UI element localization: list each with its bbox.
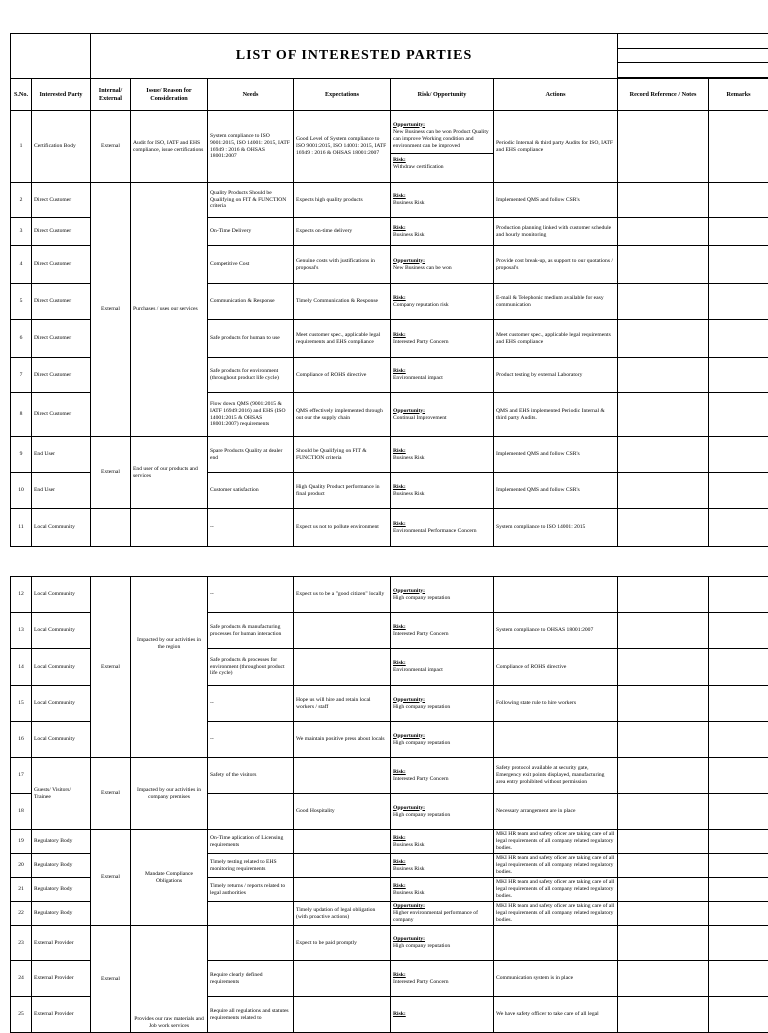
remarks — [709, 358, 768, 393]
row-number: 24 — [11, 961, 32, 997]
header-sno: S.No. — [11, 79, 32, 111]
needs: Safety of the visitors — [208, 758, 294, 794]
record-reference — [618, 902, 709, 926]
interested-party: External Provider — [32, 961, 91, 997]
interested-party: Direct Customer — [32, 218, 91, 246]
ro-label: Risk: — [393, 484, 406, 490]
record-reference — [618, 246, 709, 284]
interested-party: Local Community — [32, 577, 91, 613]
ro-text: Environmental impact — [393, 375, 443, 381]
needs: Require all regulations and statutes requirements related to — [208, 997, 294, 1033]
ro-text: Continual Improvement — [393, 415, 447, 421]
ro-text: High company reputation — [393, 740, 450, 746]
ro-text: Business Risk — [393, 842, 425, 848]
actions: MKI HR team and safety oficer are taking care of all legal requirements of all company related regulatory bodies. — [494, 878, 618, 902]
row-number: 14 — [11, 649, 32, 686]
risk-opportunity — [391, 997, 494, 1033]
table-row — [11, 509, 768, 547]
remarks — [709, 183, 768, 218]
risk-opportunity — [391, 183, 494, 218]
record-reference — [618, 284, 709, 320]
expectations: We maintain positive press about locals — [294, 722, 391, 758]
ro-text: Interested Party Concern — [393, 631, 449, 637]
row-number: 9 — [11, 437, 32, 473]
actions: We have safety officer to take care of all legal — [494, 997, 618, 1033]
actions: Production planning linked with customer schedule and hourly monitoring — [494, 218, 618, 246]
needs — [208, 926, 294, 961]
expectations — [294, 649, 391, 686]
ro-label: Opportunity: — [393, 936, 425, 942]
expectations — [294, 878, 391, 902]
actions: System compliance to ISO 14001: 2015 — [494, 509, 618, 547]
risk-opportunity — [391, 686, 494, 722]
header-needs: Needs — [208, 79, 294, 111]
record-reference — [618, 393, 709, 437]
actions: Compliance of ROHS directive — [494, 649, 618, 686]
table-row — [11, 111, 768, 183]
remarks — [709, 218, 768, 246]
expectations: Timely Communication & Response — [294, 284, 391, 320]
header-remarks: Remarks — [709, 79, 768, 111]
interested-party: Regulatory Body — [32, 830, 91, 854]
remarks — [709, 577, 768, 613]
row-number: 2 — [11, 183, 32, 218]
expectations: Meet customer spec., applicable legal requirements and EHS compliance — [294, 320, 391, 358]
actions — [494, 722, 618, 758]
risk-opportunity — [391, 473, 494, 509]
interested-party: Direct Customer — [32, 320, 91, 358]
remarks — [709, 961, 768, 997]
interested-party: End User — [32, 437, 91, 473]
issue-reason: Impacted by our activities in the region — [131, 577, 208, 758]
interested-parties-table-2 — [10, 576, 768, 1033]
ro-label: Risk: — [393, 193, 406, 199]
needs: Safe products for human to use — [208, 320, 294, 358]
interested-party: Local Community — [32, 649, 91, 686]
needs: System compliance to ISO 9001:2015, ISO 14001: 2015, IATF 16949 : 2016 & OHSAS 18001:2007 — [208, 111, 294, 183]
row-number: 16 — [11, 722, 32, 758]
expectations: Expect to be paid promptly — [294, 926, 391, 961]
actions: Periodic Internal & third party Audits for ISO, IATF and EHS compliance — [494, 111, 618, 183]
record-reference — [618, 854, 709, 878]
table-row — [11, 437, 768, 473]
remarks — [709, 830, 768, 854]
document-title: LIST OF INTERESTED PARTIES — [91, 34, 618, 79]
record-reference — [618, 997, 709, 1033]
risk-opportunity — [391, 722, 494, 758]
risk-opportunity — [391, 878, 494, 902]
risk-opportunity — [391, 613, 494, 649]
expectations: QMS effectively implemented through out our the supply chain — [294, 393, 391, 437]
page-gap — [0, 543, 768, 576]
expectations — [294, 961, 391, 997]
needs: Timely returns / reports related to legal authorities — [208, 878, 294, 902]
ro-text: Environmental Performance Concern — [393, 528, 477, 534]
actions: E-mail & Telephonic medium available for easy communication — [494, 284, 618, 320]
header-issue: Issue/ Reason for Consideration — [131, 79, 208, 111]
needs: Customer satisfaction — [208, 473, 294, 509]
expectations: Genuine costs with justifications in proposal's — [294, 246, 391, 284]
record-reference — [618, 961, 709, 997]
record-reference — [618, 509, 709, 547]
ro-text: Business Risk — [393, 866, 425, 872]
internal-external: External — [91, 577, 131, 758]
ro-label: Risk: — [393, 859, 406, 865]
row-number: 7 — [11, 358, 32, 393]
record-reference — [618, 437, 709, 473]
record-reference — [618, 686, 709, 722]
ro-label: Risk: — [393, 332, 406, 338]
needs: -- — [208, 722, 294, 758]
ro-label: Risk: — [393, 1011, 406, 1017]
interested-party: Regulatory Body — [32, 878, 91, 902]
header-actions: Actions — [494, 79, 618, 111]
ro-text: High company reputation — [393, 704, 450, 710]
expectations: Compliance of ROHS directive — [294, 358, 391, 393]
header-internal-external: Internal/ External — [91, 79, 131, 111]
record-reference — [618, 830, 709, 854]
risk-opportunity — [391, 902, 494, 926]
actions: Implemented QMS and follow CSR's — [494, 473, 618, 509]
needs: Timely testing related to EHS monitoring requirements — [208, 854, 294, 878]
table-row — [11, 830, 768, 854]
remarks — [709, 997, 768, 1033]
needs: Safe products & manufacturing processes for human interaction — [208, 613, 294, 649]
expectations — [294, 613, 391, 649]
row-number: 22 — [11, 902, 32, 926]
issue-reason: Impacted by our activities in company premises — [131, 758, 208, 830]
expectations — [294, 758, 391, 794]
ro-text: Business Risk — [393, 890, 425, 896]
record-reference — [618, 613, 709, 649]
needs: Competitive Cost — [208, 246, 294, 284]
actions: Safety protocol available at security gate, Emergency exit points displayed, manufacturing area entry prohibited without permission — [494, 758, 618, 794]
interested-party: End User — [32, 473, 91, 509]
ro-text: Interested Party Concern — [393, 776, 449, 782]
expectations: Hope us will hire and retain local workers / staff — [294, 686, 391, 722]
remarks — [709, 437, 768, 473]
actions: Meet customer spec., applicable legal requirements and EHS compliance — [494, 320, 618, 358]
needs: -- — [208, 509, 294, 547]
needs: On-Time aplication of Licensing requirements — [208, 830, 294, 854]
record-reference — [618, 577, 709, 613]
remarks — [709, 794, 768, 830]
record-reference — [618, 183, 709, 218]
ro-label: Opportunity: — [393, 903, 425, 909]
actions: Implemented QMS and follow CSR's — [494, 437, 618, 473]
sheet-page-1 — [10, 33, 768, 547]
ro-label: Risk: — [393, 225, 406, 231]
expectations: High Quality Product performance in final product — [294, 473, 391, 509]
ro-label: Opportunity: — [393, 408, 425, 414]
expectations — [294, 854, 391, 878]
row-number: 17 — [11, 758, 32, 794]
risk-opportunity — [391, 758, 494, 794]
ro-label: Risk: — [393, 972, 406, 978]
internal-external: External — [91, 830, 131, 926]
table-row — [11, 183, 768, 218]
ro-label: Risk: — [393, 769, 406, 775]
interested-party: Direct Customer — [32, 358, 91, 393]
remarks — [709, 722, 768, 758]
row-number: 21 — [11, 878, 32, 902]
actions: Communication system is in place — [494, 961, 618, 997]
interested-party: Direct Customer — [32, 183, 91, 218]
row-number: 19 — [11, 830, 32, 854]
row-number: 3 — [11, 218, 32, 246]
actions: QMS and EHS implemented Periodic Internal & third party Audits. — [494, 393, 618, 437]
risk-opportunity — [391, 393, 494, 437]
actions: Implemented QMS and follow CSR's — [494, 183, 618, 218]
expectations: Expects on-time delivery — [294, 218, 391, 246]
ro-text: Company reputation risk — [393, 302, 449, 308]
sheet-page-2 — [10, 576, 768, 1033]
risk-opportunity — [391, 358, 494, 393]
risk-opportunity — [391, 961, 494, 997]
risk-opportunity — [391, 794, 494, 830]
table-row — [11, 926, 768, 961]
ro-text: High company reputation — [393, 812, 450, 818]
logo-cell — [11, 34, 91, 79]
record-reference — [618, 358, 709, 393]
record-reference — [618, 878, 709, 902]
actions: Product testing by external Laboratory — [494, 358, 618, 393]
ro-text: High company reputation — [393, 595, 450, 601]
internal-external: External — [91, 183, 131, 437]
doc-control-cell — [618, 34, 768, 78]
needs: On-Time Delivery — [208, 218, 294, 246]
interested-party: External Provider — [32, 997, 91, 1033]
record-reference — [618, 794, 709, 830]
expectations: Expect us not to pollute environment — [294, 509, 391, 547]
risk-opportunity — [391, 284, 494, 320]
record-reference — [618, 926, 709, 961]
risk-opportunity — [391, 926, 494, 961]
internal-external: External — [91, 111, 131, 183]
expectations: Good Level of System compliance to ISO 9001:2015, ISO 14001: 2015, IATF 16949 : 2016 & OHSAS 18001:2007 — [294, 111, 391, 183]
needs: Quality Products Should be Qualifying on FIT & FUNCTION criteria — [208, 183, 294, 218]
ro-text: Environmental impact — [393, 667, 443, 673]
ro-label: Opportunity: — [393, 697, 425, 703]
row-number: 11 — [11, 509, 32, 547]
record-reference — [618, 218, 709, 246]
risk-opportunity — [391, 320, 494, 358]
interested-party: Direct Customer — [32, 284, 91, 320]
interested-parties-table-1 — [10, 33, 768, 547]
expectations: Should be Qualifying on FIT & FUNCTION criteria — [294, 437, 391, 473]
row-number: 8 — [11, 393, 32, 437]
interested-party: Direct Customer — [32, 246, 91, 284]
interested-party: Local Community — [32, 722, 91, 758]
interested-party: Certification Body — [32, 111, 91, 183]
needs: Spare Products Quality at dealer end — [208, 437, 294, 473]
row-number: 6 — [11, 320, 32, 358]
ro-text: New Business can be won Product Quality can improve Working condition and environment can be improved — [393, 129, 489, 149]
interested-party: External Provider — [32, 926, 91, 961]
row-number: 5 — [11, 284, 32, 320]
remarks — [709, 246, 768, 284]
ro-label: Opportunity: — [393, 122, 425, 128]
table-row — [11, 758, 768, 794]
header-risk-opportunity: Risk/ Opportunity — [391, 79, 494, 111]
risk-opportunity — [391, 577, 494, 613]
row-number: 12 — [11, 577, 32, 613]
record-reference — [618, 111, 709, 183]
expectations — [294, 830, 391, 854]
ro-text: New Business can be won — [393, 265, 452, 271]
interested-party: Local Community — [32, 613, 91, 649]
issue-reason: End user of our products and services — [131, 437, 208, 509]
internal-external — [91, 509, 131, 547]
ro-label: Risk: — [393, 835, 406, 841]
risk-opportunity — [391, 437, 494, 473]
remarks — [709, 649, 768, 686]
issue-reason: Provides our raw materials and Job work services — [131, 926, 208, 1033]
actions: System compliance to OHSAS 18001:2007 — [494, 613, 618, 649]
ro-text: Business Risk — [393, 491, 425, 497]
actions: MKI HR team and safety oficer are taking care of all legal requirements of all company related regulatory bodies. — [494, 854, 618, 878]
row-number: 13 — [11, 613, 32, 649]
ro-label: Risk: — [393, 295, 406, 301]
issue-reason: Audit for ISO, IATF and EHS compliance, issue certifications — [131, 111, 208, 183]
ro-label: Risk: — [393, 448, 406, 454]
header-interested-party: Interested Party — [32, 79, 91, 111]
risk-opportunity — [391, 649, 494, 686]
ro-label: Opportunity: — [393, 588, 425, 594]
ro-text: Business Risk — [393, 455, 425, 461]
internal-external: External — [91, 758, 131, 830]
issue-reason: Mandate Compliance Obligations — [131, 830, 208, 926]
ro-label: Risk: — [393, 368, 406, 374]
remarks — [709, 509, 768, 547]
remarks — [709, 393, 768, 437]
risk-opportunity — [391, 246, 494, 284]
ro-label: Risk: — [393, 521, 406, 527]
ro-label: Risk: — [393, 883, 406, 889]
remarks — [709, 878, 768, 902]
needs: Require clearly defined requirements — [208, 961, 294, 997]
internal-external: External — [91, 926, 131, 1033]
expectations: Good Hospitality — [294, 794, 391, 830]
remarks — [709, 686, 768, 722]
ro-label: Opportunity: — [393, 805, 425, 811]
needs: Safe products & processes for environment (throughout product life cycle) — [208, 649, 294, 686]
actions — [494, 577, 618, 613]
record-reference — [618, 473, 709, 509]
ro-text: Withdraw certification — [393, 164, 444, 170]
actions: Provide cost break-up, as support to our quotations / proposal's — [494, 246, 618, 284]
expectations: Expects high quality products — [294, 183, 391, 218]
remarks — [709, 473, 768, 509]
row-number: 4 — [11, 246, 32, 284]
interested-party: Regulatory Body — [32, 902, 91, 926]
needs: Safe products for environment (throughout product life cycle) — [208, 358, 294, 393]
interested-party: Local Community — [32, 686, 91, 722]
actions: Necessary arrangement are in place — [494, 794, 618, 830]
interested-party: Regulatory Body — [32, 854, 91, 878]
needs: Communication & Response — [208, 284, 294, 320]
ro-label: Risk: — [393, 157, 406, 163]
interested-party: Direct Customer — [32, 393, 91, 437]
remarks — [709, 758, 768, 794]
risk-opportunity — [391, 111, 494, 183]
row-number: 1 — [11, 111, 32, 183]
needs: Flow down QMS (9001:2015 & IATF 16949:2016) and EHS (ISO 14001:2015 & OHSAS 18001:2007) requirements — [208, 393, 294, 437]
expectations — [294, 997, 391, 1033]
row-number: 25 — [11, 997, 32, 1033]
ro-text: Interested Party Concern — [393, 339, 449, 345]
interested-party: Local Community — [32, 509, 91, 547]
actions — [494, 926, 618, 961]
needs: -- — [208, 686, 294, 722]
row-number: 10 — [11, 473, 32, 509]
actions: Following state rule to hire workers — [494, 686, 618, 722]
ro-label: Opportunity: — [393, 733, 425, 739]
remarks — [709, 613, 768, 649]
remarks — [709, 854, 768, 878]
risk-opportunity — [391, 854, 494, 878]
row-number: 18 — [11, 794, 32, 830]
row-number: 23 — [11, 926, 32, 961]
remarks — [709, 111, 768, 183]
actions: MKI HR team and safety oficer are taking care of all legal requirements of all company related regulatory bodies. — [494, 830, 618, 854]
ro-text: Business Risk — [393, 200, 425, 206]
risk-opportunity — [391, 218, 494, 246]
table-row — [11, 577, 768, 613]
remarks — [709, 926, 768, 961]
needs — [208, 794, 294, 830]
needs — [208, 902, 294, 926]
internal-external: External — [91, 437, 131, 509]
record-reference — [618, 758, 709, 794]
record-reference — [618, 722, 709, 758]
ro-text: Business Risk — [393, 232, 425, 238]
actions: MKI HR team and safety oficer are taking care of all legal requirements of all company related regulatory bodies. — [494, 902, 618, 926]
row-number: 20 — [11, 854, 32, 878]
remarks — [709, 284, 768, 320]
needs: -- — [208, 577, 294, 613]
ro-text: Higher environmental performance of company — [393, 910, 478, 923]
remarks — [709, 902, 768, 926]
ro-label: Risk: — [393, 624, 406, 630]
ro-label: Opportunity: — [393, 258, 425, 264]
risk-opportunity — [391, 509, 494, 547]
row-number: 15 — [11, 686, 32, 722]
issue-reason: Purchases / uses our services — [131, 183, 208, 437]
record-reference — [618, 649, 709, 686]
interested-party: Guests/ Visitors/ Trainee — [32, 758, 91, 830]
expectations: Timely updation of legal obligation (with proactive actions) — [294, 902, 391, 926]
record-reference — [618, 320, 709, 358]
header-record-reference: Record Reference / Notes — [618, 79, 709, 111]
issue-reason — [131, 509, 208, 547]
header-expectations: Expectations — [294, 79, 391, 111]
expectations: Expect us to be a "good citizen" locally — [294, 577, 391, 613]
ro-text: High company reputation — [393, 943, 450, 949]
ro-text: Interested Party Concern — [393, 979, 449, 985]
ro-label: Risk: — [393, 660, 406, 666]
risk-opportunity — [391, 830, 494, 854]
remarks — [709, 320, 768, 358]
